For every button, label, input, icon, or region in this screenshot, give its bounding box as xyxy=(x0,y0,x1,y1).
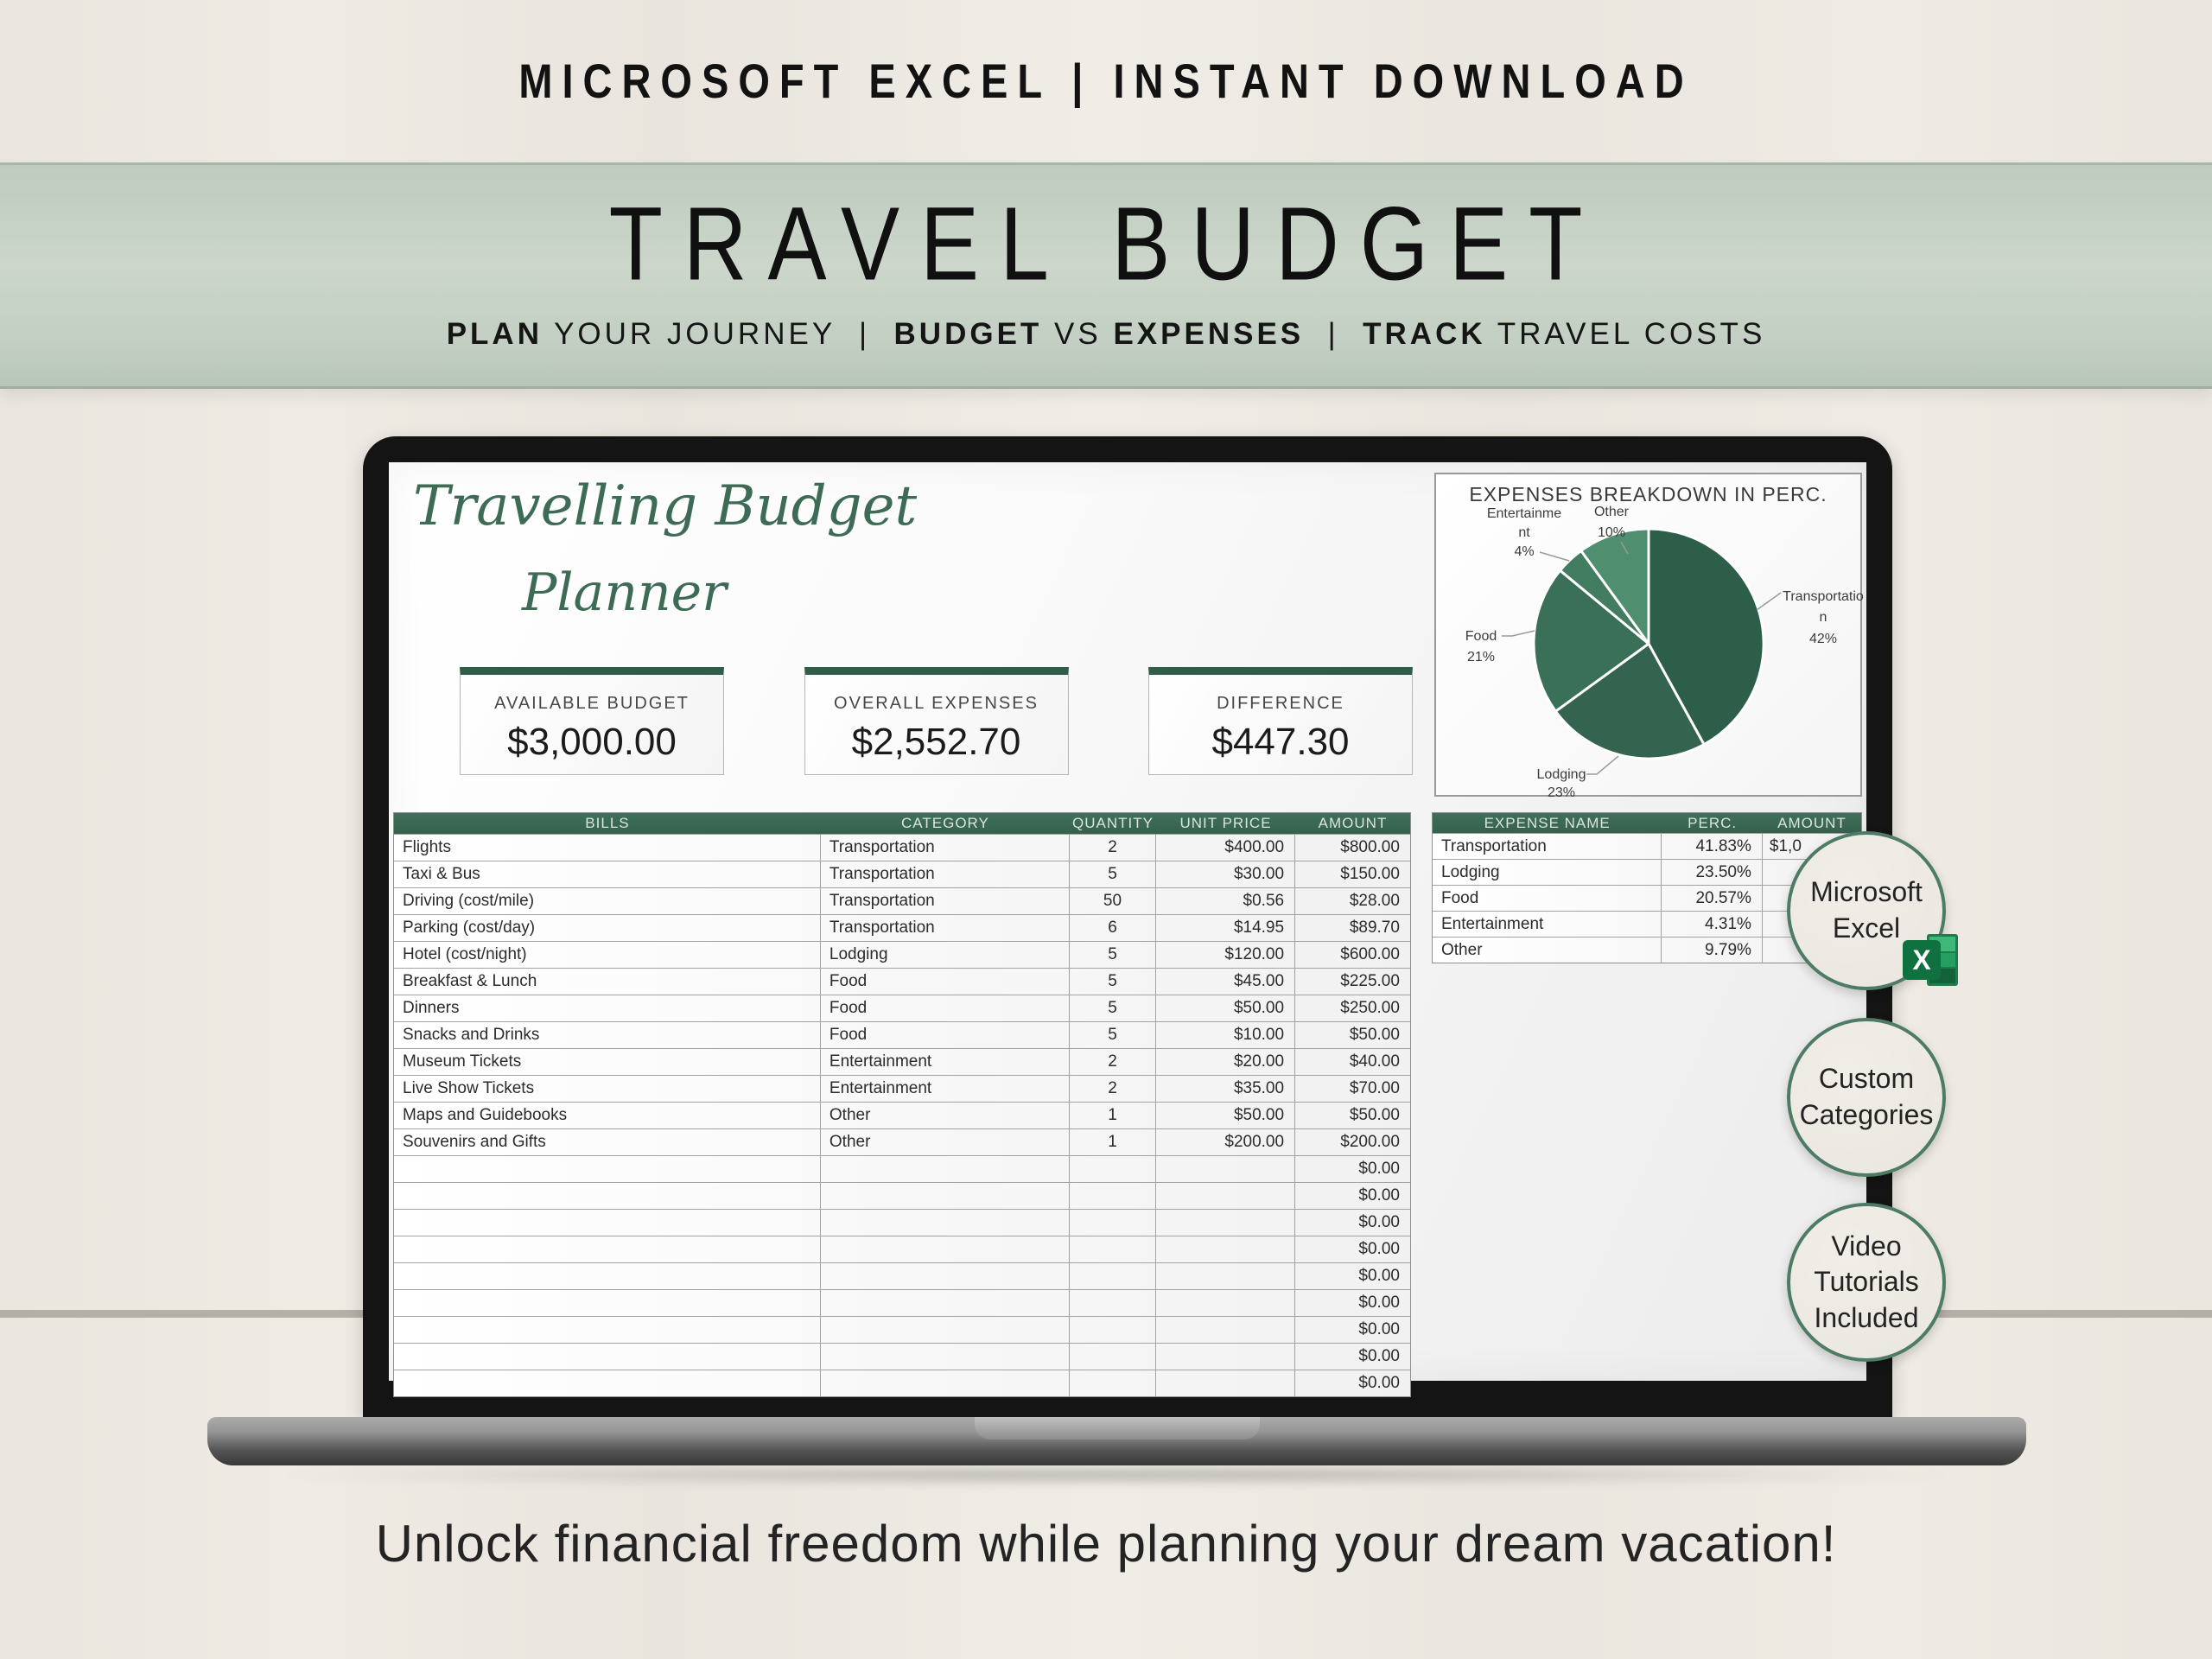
table-row xyxy=(394,1209,1410,1236)
summary-card xyxy=(1148,667,1413,775)
bills-table-body xyxy=(394,834,1410,1396)
cell-expense-name: Lodging xyxy=(1433,860,1662,885)
cell-category: Food xyxy=(821,995,1070,1021)
banner-subtitle-segment: | xyxy=(1304,317,1363,351)
table-row xyxy=(394,1316,1410,1343)
pie-label-lodging-2: 23% xyxy=(1547,785,1576,800)
cell-amount: $150.00 xyxy=(1340,865,1400,883)
cell-bills xyxy=(394,1156,821,1182)
cell-unit-price xyxy=(1156,1290,1295,1316)
cell-category: Lodging xyxy=(821,942,1070,968)
cell-amount: $0.00 xyxy=(1358,1267,1400,1285)
cell-amount: $0.00 xyxy=(1358,1160,1400,1178)
badge-line: Video xyxy=(1831,1230,1902,1262)
table-row xyxy=(394,914,1410,941)
cell-bills: Hotel (cost/night) xyxy=(394,942,821,968)
cell-bills: Driving (cost/mile) xyxy=(394,888,821,914)
cell-quantity: 2 xyxy=(1070,835,1156,861)
tagline: Unlock financial freedom while planning your dream vacation! xyxy=(375,1515,1837,1573)
summary-card-value: $447.30 xyxy=(1211,721,1350,763)
leader-lodging xyxy=(1586,756,1618,774)
column-header-perc: PERC. xyxy=(1688,814,1738,831)
cell-unit-price xyxy=(1156,1317,1295,1343)
banner-subtitle-segment: VS xyxy=(1042,317,1114,351)
cell-quantity: 1 xyxy=(1070,1103,1156,1128)
banner-subtitle-segment: YOUR JOURNEY xyxy=(542,317,836,351)
cell-bills: Breakfast & Lunch xyxy=(394,969,821,995)
cell-bills xyxy=(394,1290,821,1316)
cell-unit-price: $50.00 xyxy=(1156,1103,1295,1128)
banner-subtitle-segment: | xyxy=(835,317,894,351)
pie-label-transportation-1: Transportatio xyxy=(1783,589,1864,604)
table-row xyxy=(394,995,1410,1021)
sheet-title-line1: Travelling Budget xyxy=(413,474,918,538)
badge-line: Categories xyxy=(1799,1099,1934,1130)
table-row xyxy=(394,1155,1410,1182)
cell-category: Entertainment xyxy=(821,1076,1070,1102)
cell-category: Transportation xyxy=(821,915,1070,941)
cell-category xyxy=(821,1210,1070,1236)
cell-unit-price xyxy=(1156,1183,1295,1209)
cell-bills: Maps and Guidebooks xyxy=(394,1103,821,1128)
cell-category: Entertainment xyxy=(821,1049,1070,1075)
cell-bills xyxy=(394,1370,821,1396)
badge-custom-categories xyxy=(1787,1018,1946,1177)
bills-table xyxy=(393,812,1411,1397)
table-row xyxy=(394,1343,1410,1370)
badge-text xyxy=(1800,1061,1934,1133)
cell-amount: $70.00 xyxy=(1349,1079,1400,1097)
cell-category: Food xyxy=(821,1022,1070,1048)
cell-perc: 41.83% xyxy=(1662,834,1763,859)
summary-card xyxy=(804,667,1069,775)
badge-line: Excel xyxy=(1832,912,1901,944)
cell-amount: $28.00 xyxy=(1349,892,1400,910)
cell-unit-price: $10.00 xyxy=(1156,1022,1295,1048)
cell-bills xyxy=(394,1263,821,1289)
pie-label-food-2: 21% xyxy=(1466,650,1496,664)
cell-bills: Flights xyxy=(394,835,821,861)
cell-category: Other xyxy=(821,1103,1070,1128)
table-row xyxy=(394,861,1410,887)
cell-unit-price: $20.00 xyxy=(1156,1049,1295,1075)
badge-line: Microsoft xyxy=(1810,876,1923,908)
cell-quantity xyxy=(1070,1317,1156,1343)
cell-bills xyxy=(394,1317,821,1343)
sheet-title xyxy=(413,474,917,623)
cell-amount: $0.00 xyxy=(1358,1294,1400,1312)
pie-label-transportation-2: n xyxy=(1819,610,1827,625)
cell-quantity: 6 xyxy=(1070,915,1156,941)
column-header-amount: AMOUNT xyxy=(1777,814,1847,831)
cell-unit-price: $400.00 xyxy=(1156,835,1295,861)
summary-card-value: $2,552.70 xyxy=(851,721,1021,763)
column-header-amount: AMOUNT xyxy=(1318,815,1388,831)
leader-transportation xyxy=(1757,593,1781,610)
banner-subtitle-segment: TRAVEL COSTS xyxy=(1485,317,1766,351)
summary-card-label: AVAILABLE BUDGET xyxy=(494,694,690,713)
summary-cards xyxy=(460,667,1413,775)
table-row xyxy=(394,1075,1410,1102)
cell-unit-price xyxy=(1156,1236,1295,1262)
pie-label-entertainment-2: nt xyxy=(1518,525,1530,540)
table-row xyxy=(394,1236,1410,1262)
cell-bills: Parking (cost/day) xyxy=(394,915,821,941)
cell-amount: $0.00 xyxy=(1358,1320,1400,1338)
cell-amount: $1,0 xyxy=(1769,836,1802,855)
cell-bills xyxy=(394,1210,821,1236)
cell-perc: 23.50% xyxy=(1662,860,1763,885)
title-banner xyxy=(0,162,2212,389)
cell-category xyxy=(821,1344,1070,1370)
cell-category xyxy=(821,1183,1070,1209)
table-row xyxy=(394,1182,1410,1209)
cell-category xyxy=(821,1317,1070,1343)
cell-quantity: 50 xyxy=(1070,888,1156,914)
pie-label-other-1: Other xyxy=(1593,505,1630,519)
cell-quantity xyxy=(1070,1210,1156,1236)
cell-quantity: 5 xyxy=(1070,942,1156,968)
expense-table-header xyxy=(1433,813,1861,833)
cell-amount: $50.00 xyxy=(1349,1026,1400,1044)
cell-category: Transportation xyxy=(821,835,1070,861)
banner-subtitle-segment: BUDGET xyxy=(893,317,1043,351)
cell-category: Transportation xyxy=(821,888,1070,914)
table-row xyxy=(394,834,1410,861)
cell-category xyxy=(821,1370,1070,1396)
leader-entertainment xyxy=(1540,552,1569,561)
column-header-bills: BILLS xyxy=(585,815,630,831)
cell-unit-price: $120.00 xyxy=(1156,942,1295,968)
badge-text xyxy=(1814,1229,1919,1337)
cell-expense-name: Food xyxy=(1433,886,1662,911)
banner-subtitle-segment: PLAN xyxy=(446,317,543,351)
cell-category: Food xyxy=(821,969,1070,995)
cell-amount: $89.70 xyxy=(1349,918,1400,937)
cell-unit-price: $14.95 xyxy=(1156,915,1295,941)
cell-amount: $0.00 xyxy=(1358,1374,1400,1392)
table-row xyxy=(1433,833,1861,859)
table-row xyxy=(394,1289,1410,1316)
summary-card-label: OVERALL EXPENSES xyxy=(834,694,1039,713)
table-row xyxy=(394,968,1410,995)
cell-unit-price xyxy=(1156,1344,1295,1370)
cell-amount: $225.00 xyxy=(1340,972,1400,990)
table-row xyxy=(394,941,1410,968)
cell-unit-price: $0.56 xyxy=(1156,888,1295,914)
cell-bills: Taxi & Bus xyxy=(394,861,821,887)
bills-table-header xyxy=(394,813,1410,834)
cell-unit-price xyxy=(1156,1156,1295,1182)
cell-quantity xyxy=(1070,1263,1156,1289)
cell-category: Other xyxy=(821,1129,1070,1155)
pie-label-lodging-1: Lodging xyxy=(1536,767,1586,782)
cell-expense-name: Other xyxy=(1433,938,1662,963)
cell-perc: 4.31% xyxy=(1662,912,1763,937)
column-header-unit-price: UNIT PRICE xyxy=(1179,815,1272,831)
column-header-expense-name: EXPENSE NAME xyxy=(1484,814,1611,831)
cell-unit-price xyxy=(1156,1370,1295,1396)
pie-label-transportation-3: 42% xyxy=(1808,632,1838,646)
cell-perc: 20.57% xyxy=(1662,886,1763,911)
cell-amount: $40.00 xyxy=(1349,1052,1400,1071)
cell-category xyxy=(821,1236,1070,1262)
cell-amount: $200.00 xyxy=(1340,1133,1400,1151)
table-row xyxy=(394,1021,1410,1048)
cell-bills: Souvenirs and Gifts xyxy=(394,1129,821,1155)
laptop-base xyxy=(207,1417,2026,1465)
cell-category xyxy=(821,1263,1070,1289)
expenses-pie-chart xyxy=(1436,474,1864,798)
cell-perc: 9.79% xyxy=(1662,938,1763,963)
cell-quantity: 5 xyxy=(1070,861,1156,887)
cell-unit-price xyxy=(1156,1263,1295,1289)
pie-label-entertainment-3: 4% xyxy=(1514,544,1535,559)
sheet-title-line2: Planner xyxy=(522,563,727,623)
badge-video-tutorials xyxy=(1787,1203,1946,1362)
badge-microsoft-excel xyxy=(1787,831,1946,990)
cell-unit-price: $30.00 xyxy=(1156,861,1295,887)
cell-quantity xyxy=(1070,1370,1156,1396)
cell-amount: $50.00 xyxy=(1349,1106,1400,1124)
cell-category xyxy=(821,1290,1070,1316)
cell-category xyxy=(821,1156,1070,1182)
cell-amount: $600.00 xyxy=(1340,945,1400,963)
cell-amount: $800.00 xyxy=(1340,838,1400,856)
column-header-quantity: QUANTITY xyxy=(1072,815,1154,831)
cell-unit-price: $45.00 xyxy=(1156,969,1295,995)
cell-quantity: 5 xyxy=(1070,1022,1156,1048)
table-row xyxy=(394,1102,1410,1128)
top-header xyxy=(0,0,2212,162)
excel-logo-icon xyxy=(1903,931,1961,988)
table-row xyxy=(394,1262,1410,1289)
cell-quantity: 5 xyxy=(1070,995,1156,1021)
laptop-shadow xyxy=(251,1466,1983,1484)
cell-unit-price: $35.00 xyxy=(1156,1076,1295,1102)
pie-label-food-1: Food xyxy=(1465,629,1497,644)
banner-subtitle xyxy=(447,317,1766,352)
pie-chart-title: EXPENSES BREAKDOWN IN PERC. xyxy=(1469,483,1827,505)
cell-quantity xyxy=(1070,1236,1156,1262)
cell-category: Transportation xyxy=(821,861,1070,887)
cell-expense-name: Entertainment xyxy=(1433,912,1662,937)
column-header-category: CATEGORY xyxy=(901,815,989,831)
top-header-text: MICROSOFT EXCEL | INSTANT DOWNLOAD xyxy=(518,54,1694,108)
cell-bills: Museum Tickets xyxy=(394,1049,821,1075)
cell-quantity: 5 xyxy=(1070,969,1156,995)
cell-quantity: 2 xyxy=(1070,1049,1156,1075)
badge-line: Included xyxy=(1814,1301,1919,1333)
cell-amount: $0.00 xyxy=(1358,1347,1400,1365)
cell-bills xyxy=(394,1183,821,1209)
cell-bills xyxy=(394,1344,821,1370)
cell-bills: Live Show Tickets xyxy=(394,1076,821,1102)
cell-quantity: 2 xyxy=(1070,1076,1156,1102)
cell-unit-price: $50.00 xyxy=(1156,995,1295,1021)
cell-amount: $0.00 xyxy=(1358,1186,1400,1205)
cell-quantity xyxy=(1070,1290,1156,1316)
pie-label-entertainment-1: Entertainme xyxy=(1486,506,1562,521)
table-row xyxy=(394,887,1410,914)
cell-unit-price xyxy=(1156,1210,1295,1236)
cell-bills: Dinners xyxy=(394,995,821,1021)
spreadsheet-screen xyxy=(389,462,1866,1392)
table-row xyxy=(394,1048,1410,1075)
cell-quantity xyxy=(1070,1344,1156,1370)
cell-amount: $0.00 xyxy=(1358,1213,1400,1231)
svg-text:X: X xyxy=(1912,944,1931,976)
badge-line: Tutorials xyxy=(1814,1266,1919,1298)
cell-unit-price: $200.00 xyxy=(1156,1129,1295,1155)
summary-card-value: $3,000.00 xyxy=(507,721,677,763)
cell-amount: $0.00 xyxy=(1358,1240,1400,1258)
cell-bills: Snacks and Drinks xyxy=(394,1022,821,1048)
banner-subtitle-segment: TRACK xyxy=(1363,317,1486,351)
summary-card xyxy=(460,667,724,775)
pie-chart-card xyxy=(1434,473,1864,800)
cell-expense-name: Transportation xyxy=(1433,834,1662,859)
banner-subtitle-segment: EXPENSES xyxy=(1113,317,1305,351)
leader-food xyxy=(1502,631,1535,636)
summary-card-label: DIFFERENCE xyxy=(1217,694,1344,713)
banner-title: TRAVEL BUDGET xyxy=(608,185,1604,302)
cell-amount: $250.00 xyxy=(1340,999,1400,1017)
cell-quantity: 1 xyxy=(1070,1129,1156,1155)
badge-line: Custom xyxy=(1818,1063,1915,1095)
pie-label-other-2: 10% xyxy=(1597,525,1626,540)
cell-bills xyxy=(394,1236,821,1262)
laptop-base-notch xyxy=(975,1417,1260,1440)
cell-quantity xyxy=(1070,1156,1156,1182)
cell-quantity xyxy=(1070,1183,1156,1209)
table-row xyxy=(394,1128,1410,1155)
table-row xyxy=(394,1370,1410,1396)
